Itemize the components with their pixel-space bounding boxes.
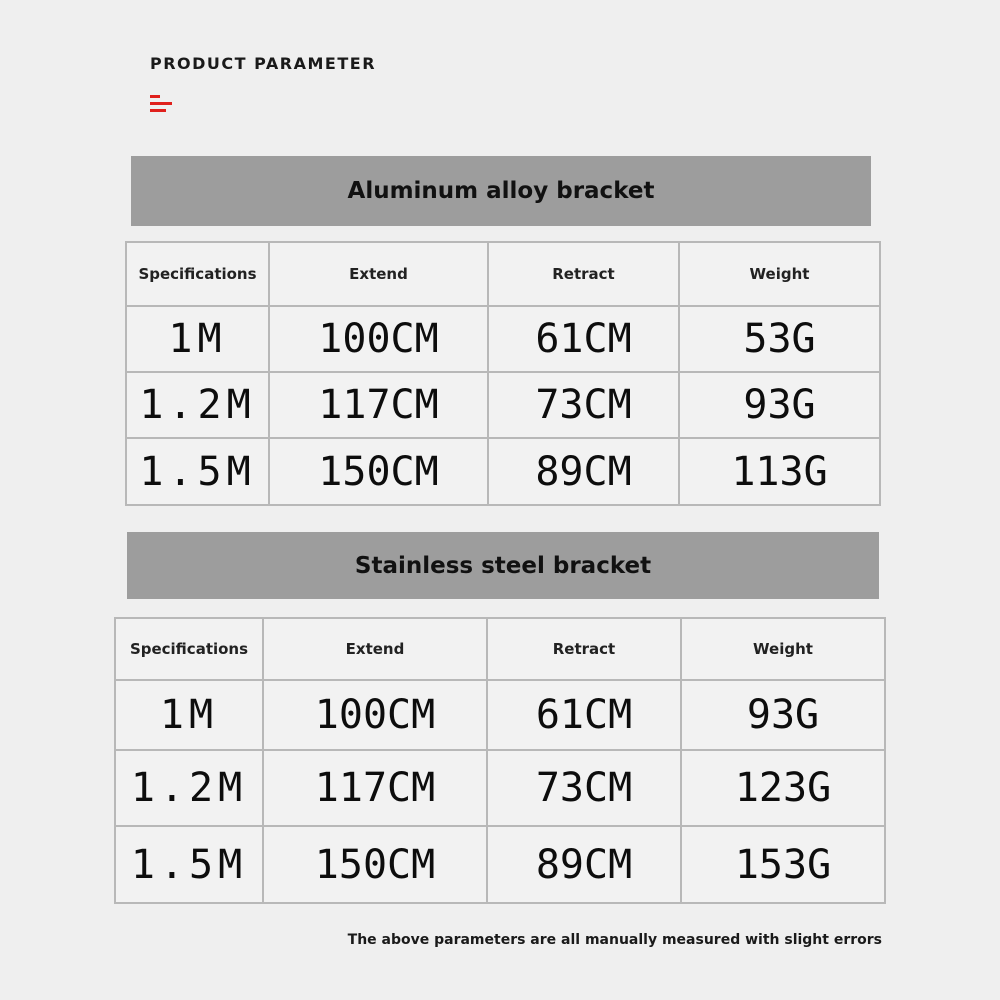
- cell-retract: 89CM: [488, 438, 679, 505]
- cell-extend: 100CM: [269, 306, 488, 372]
- aluminum-section-heading: Aluminum alloy bracket: [131, 156, 871, 226]
- cell-weight: 123G: [681, 750, 885, 826]
- cell-retract: 73CM: [487, 750, 681, 826]
- cell-specification: 1.5M: [126, 438, 269, 505]
- aluminum-spec-table: [125, 241, 881, 506]
- table-header-row: [115, 618, 885, 680]
- header-specifications: Specifications: [115, 618, 263, 680]
- header-retract: Retract: [488, 242, 679, 306]
- cell-weight: 93G: [681, 680, 885, 750]
- measurement-footnote: The above parameters are all manually measured with slight errors: [347, 932, 882, 948]
- cell-extend: 150CM: [269, 438, 488, 505]
- table-row: [115, 750, 885, 826]
- cell-extend: 150CM: [263, 826, 487, 903]
- cell-retract: 73CM: [488, 372, 679, 438]
- cell-extend: 100CM: [263, 680, 487, 750]
- header-weight: Weight: [679, 242, 880, 306]
- cell-specification: 1.2M: [126, 372, 269, 438]
- cell-extend: 117CM: [269, 372, 488, 438]
- page-title: PRODUCT PARAMETER: [150, 54, 377, 73]
- cell-specification: 1.5M: [115, 826, 263, 903]
- cell-retract: 61CM: [487, 680, 681, 750]
- cell-weight: 53G: [679, 306, 880, 372]
- cell-retract: 89CM: [487, 826, 681, 903]
- table-row: [126, 306, 880, 372]
- cell-retract: 61CM: [488, 306, 679, 372]
- cell-weight: 153G: [681, 826, 885, 903]
- cell-extend: 117CM: [263, 750, 487, 826]
- cell-specification: 1.2M: [115, 750, 263, 826]
- header-extend: Extend: [269, 242, 488, 306]
- cell-specification: 1M: [115, 680, 263, 750]
- table-row: [115, 826, 885, 903]
- table-row: [126, 372, 880, 438]
- cell-weight: 113G: [679, 438, 880, 505]
- stainless-spec-table: [114, 617, 886, 904]
- cell-specification: 1M: [126, 306, 269, 372]
- stainless-section-heading: Stainless steel bracket: [127, 532, 879, 599]
- header-extend: Extend: [263, 618, 487, 680]
- menu-lines-icon: [150, 95, 172, 113]
- cell-weight: 93G: [679, 372, 880, 438]
- header-specifications: Specifications: [126, 242, 269, 306]
- header-retract: Retract: [487, 618, 681, 680]
- table-row: [115, 680, 885, 750]
- table-row: [126, 438, 880, 505]
- table-header-row: [126, 242, 880, 306]
- header-weight: Weight: [681, 618, 885, 680]
